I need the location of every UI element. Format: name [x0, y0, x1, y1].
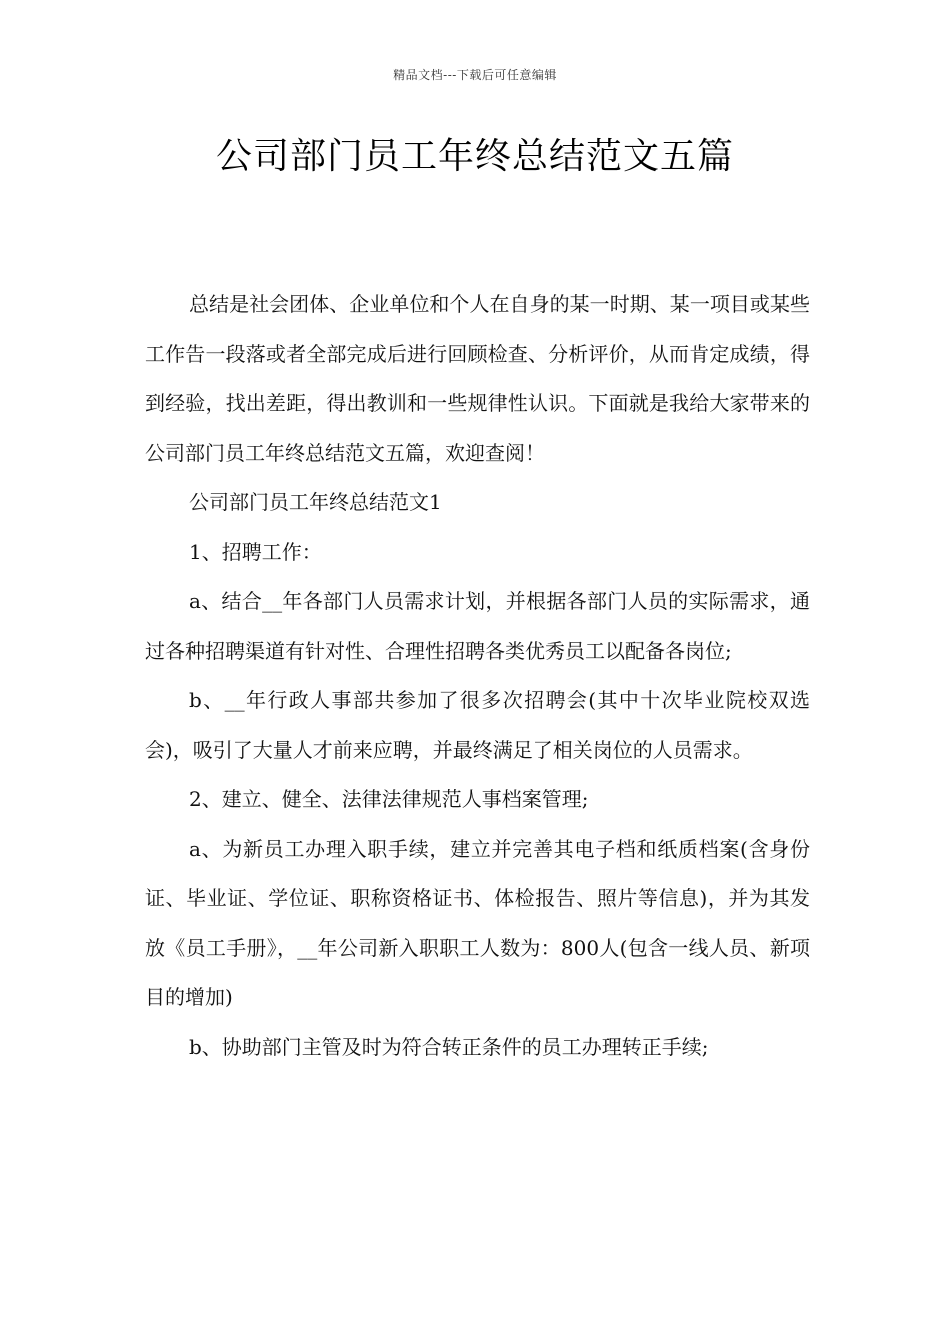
header-note: 精品文档---下载后可任意编辑	[393, 68, 557, 82]
intro-paragraph: 总结是社会团体、企业单位和个人在自身的某一时期、某一项目或某些工作告一段落或者全部完成后进行回顾检查、分析评价，从而肯定成绩，得到经验，找出差距，得出教训和一些规律性认识。下面就是我给大家带来的公司部门员工年终总结范文五篇，欢迎查阅！	[145, 292, 810, 465]
paragraph-recruitment-b: b、__年行政人事部共参加了很多次招聘会(其中十次毕业院校双选会)，吸引了大量人才前来应聘，并最终满足了相关岗位的人员需求。	[145, 688, 810, 762]
section-heading: 公司部门员工年终总结范文1	[189, 490, 442, 514]
paragraph-archives-b: b、协助部门主管及时为符合转正条件的员工办理转正手续;	[189, 1034, 709, 1059]
subsection-heading-recruitment: 1、招聘工作：	[189, 539, 322, 564]
document-title: 公司部门员工年终总结范文五篇	[215, 136, 734, 177]
document-body	[145, 280, 810, 1072]
subsection-heading-archives: 2、建立、健全、法律法律规范人事档案管理;	[189, 787, 589, 811]
paragraph-recruitment-a: a、结合__年各部门人员需求计划，并根据各部门人员的实际需求，通过各种招聘渠道有针对性、合理性招聘各类优秀员工以配备各岗位;	[145, 589, 810, 663]
paragraph-archives-a: a、为新员工办理入职手续，建立并完善其电子档和纸质档案(含身份证、毕业证、学位证、职称资格证书、体检报告、照片等信息)，并为其发放《员工手册》，__年公司新入职职工人数为：800人(包含一线人员、新项目的增加)	[145, 836, 810, 1009]
